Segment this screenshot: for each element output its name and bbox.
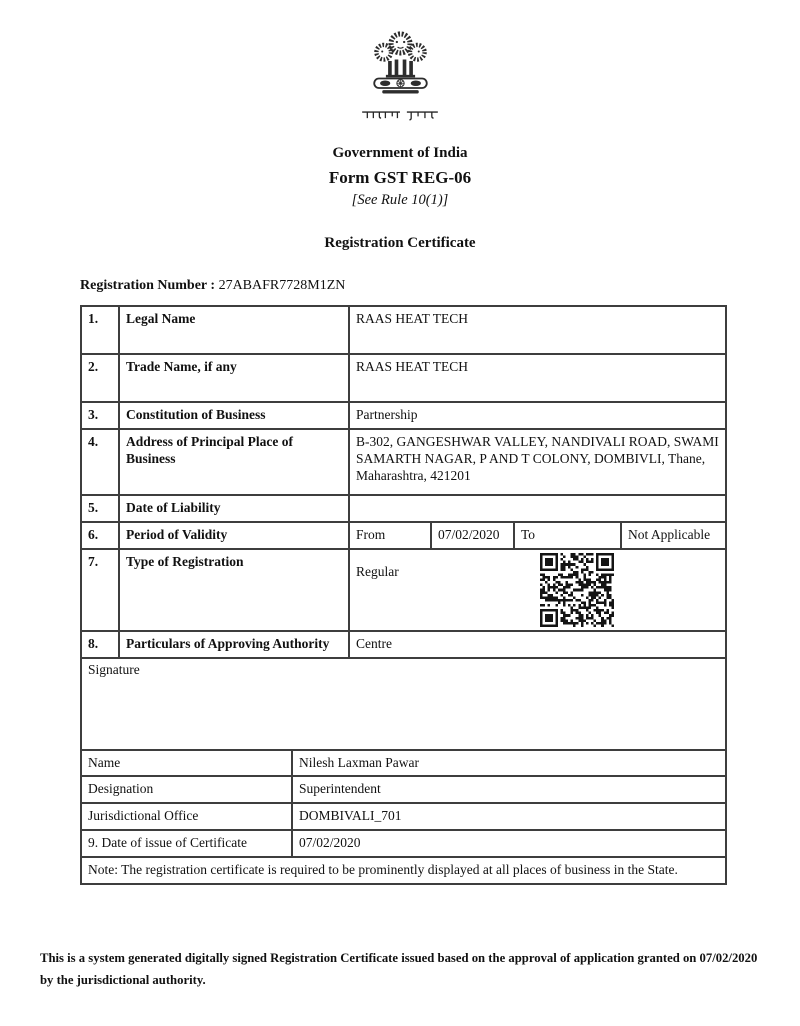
officer-label: Name [82,751,293,776]
emblem-block [0,0,800,121]
table-row-trade-name [82,355,725,403]
satyameva-jayate-motto [357,110,443,121]
officer-row-designation [82,777,725,804]
india-state-emblem-icon [364,28,437,110]
validity-cells [350,523,725,548]
row-label: Period of Validity [120,523,350,548]
row-number: 3. [82,403,120,428]
officer-label: Designation [82,777,293,802]
rule-reference: [See Rule 10(1)] [351,192,449,208]
table-row-period-of-validity [82,523,725,550]
table-row-type-of-registration [82,550,725,632]
qr-code [540,553,614,627]
validity-from-label: From [350,523,432,548]
officer-value: Nilesh Laxman Pawar [299,754,419,770]
row-number: 8. [82,632,120,657]
table-row-address [82,430,725,496]
row-number: 7. [82,550,120,630]
validity-to-label: To [515,523,622,548]
registration-number-line [80,278,800,294]
row-number: 1. [82,307,120,353]
table-row-date-of-liability [82,496,725,523]
row-label: Constitution of Business [120,403,350,428]
row-value: Regular [356,563,399,579]
row-label: Trade Name, if any [120,355,350,401]
registration-number-value: 27ABAFR7728M1ZN [218,278,346,293]
system-generated-footer: This is a system generated digitally signed Registration Certificate issued based on the approval of application granted on 07/02/2020 by the jurisdictional authority. [40,950,758,987]
table-row-approving-authority [82,632,725,659]
note-row [82,858,725,883]
note-text: Note: The registration certificate is required to be prominently displayed at all places of business in the State. [88,862,678,877]
officer-row-date-of-issue [82,831,725,858]
certificate-table [80,305,727,885]
officer-value: 07/02/2020 [299,835,361,851]
signature-row [82,659,725,751]
row-value: RAAS HEAT TECH [356,311,469,326]
row-label: Address of Principal Place of Business [120,430,350,494]
row-label: Particulars of Approving Authority [120,632,350,657]
row-number: 5. [82,496,120,521]
officer-label: Jurisdictional Office [82,804,293,829]
row-number: 6. [82,523,120,548]
officer-label: 9. Date of issue of Certificate [82,831,293,856]
officer-value: DOMBIVALI_701 [299,808,402,824]
validity-to-value: Not Applicable [628,526,711,542]
government-of-india-heading: Government of India [332,145,468,161]
officer-value: Superintendent [299,781,381,797]
table-row-legal-name [82,307,725,355]
row-label: Type of Registration [120,550,350,630]
registration-number-label: Registration Number : [80,278,216,293]
form-title: Form GST REG-06 [328,168,472,187]
row-value: RAAS HEAT TECH [356,359,469,374]
signature-label: Signature [88,661,140,677]
row-value: Centre [356,635,392,651]
row-label: Date of Liability [120,496,350,521]
row-value [350,496,725,521]
row-value: B-302, GANGESHWAR VALLEY, NANDIVALI ROAD, SWAMI SAMARTH NAGAR, P AND T COLONY, DOMBIVLI, Thane, Maharashtra, 421201 [356,433,719,483]
certificate-title: Registration Certificate [324,235,476,251]
row-number: 2. [82,355,120,401]
officer-row-name [82,751,725,778]
validity-from-date: 07/02/2020 [432,523,515,548]
table-row-constitution [82,403,725,430]
row-number: 4. [82,430,120,494]
registration-type-cell [350,550,725,630]
row-value: Partnership [356,407,418,422]
officer-row-jurisdictional-office [82,804,725,831]
row-label: Legal Name [120,307,350,353]
